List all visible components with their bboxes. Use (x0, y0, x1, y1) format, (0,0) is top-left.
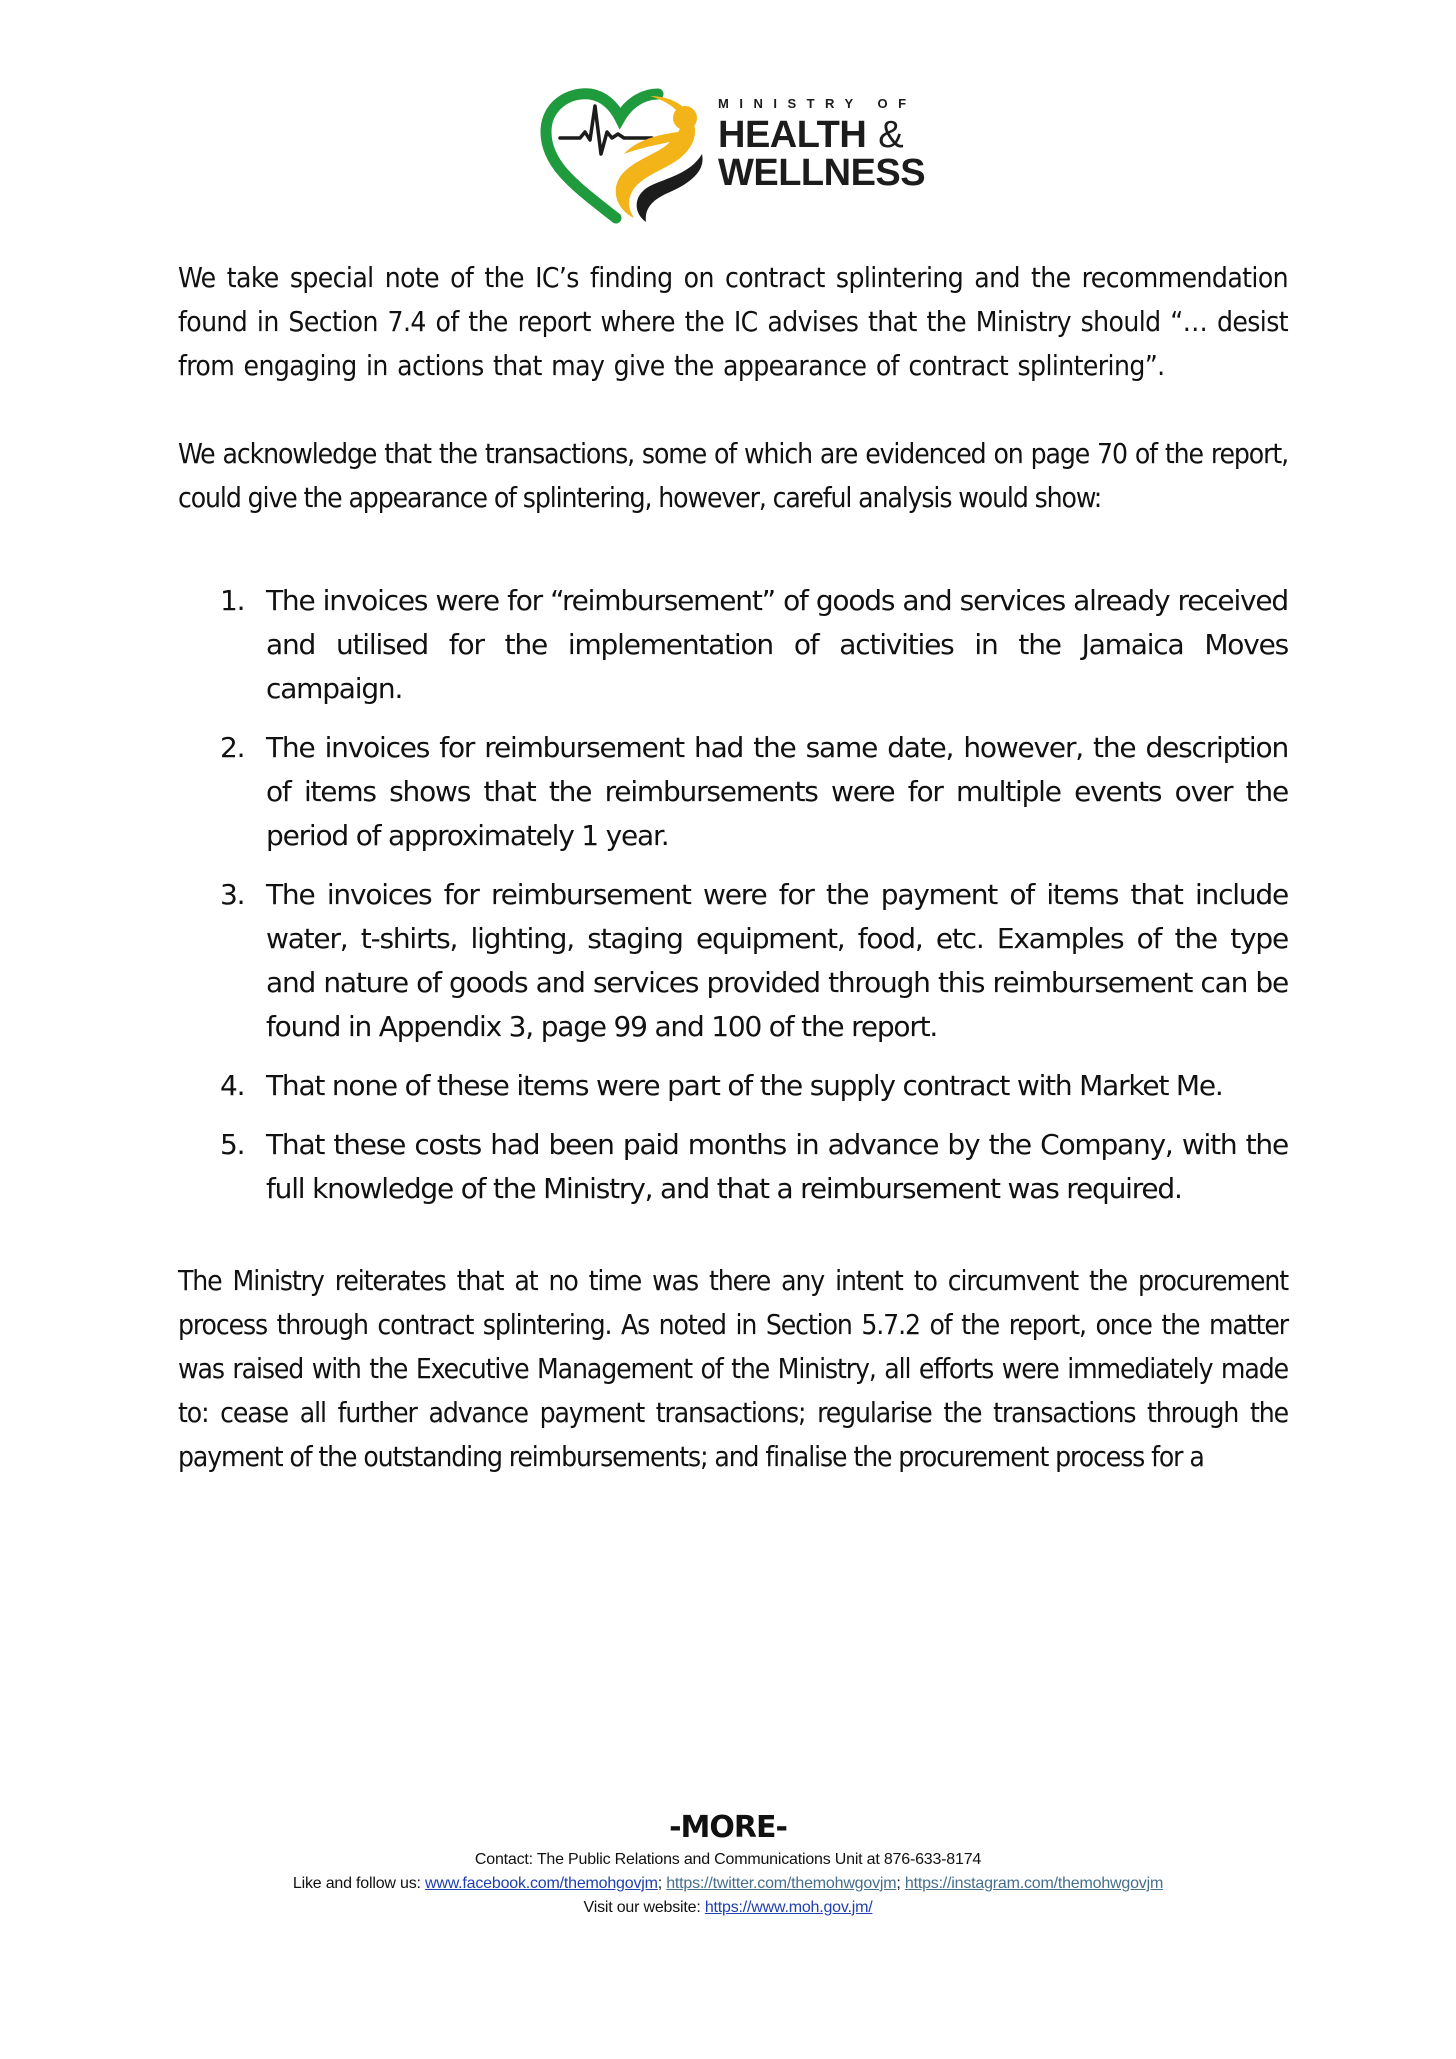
more-marker: -MORE- (669, 1810, 787, 1845)
document-body (178, 256, 1288, 1479)
social-links-line (0, 1872, 1456, 1896)
press-release-footer (0, 1808, 1456, 1920)
list-item-text: The invoices for reimbursement were for the payment of items that include water, t-shirts, lighting, staging equipment, food, etc. Examples of the type and nature of goods and services provided through this reimbursement can be found in Appendix 3, page 99 and 100 of the report. (266, 878, 1288, 1043)
separator: ; (657, 1875, 667, 1892)
website-prefix: Visit our website: (583, 1899, 705, 1916)
facebook-link[interactable]: www.facebook.com/themohgovjm (425, 1875, 658, 1892)
list-item-number: 4. (220, 1069, 245, 1102)
analysis-list (178, 579, 1288, 1211)
list-item (178, 579, 1288, 711)
logo-wellness: WELLNESS (718, 152, 926, 194)
list-item (178, 873, 1288, 1049)
list-item-number: 1. (220, 584, 245, 617)
logo-ministry-of: MINISTRY OF (718, 96, 917, 111)
twitter-link[interactable]: https://twitter.com/themohwgovjm (666, 1875, 897, 1892)
follow-prefix: Like and follow us: (292, 1875, 425, 1892)
list-item-text: That none of these items were part of the supply contract with Market Me. (266, 1069, 1223, 1102)
list-item (178, 726, 1288, 858)
list-item-text: That these costs had been paid months in advance by the Company, with the full knowledge of the Ministry, and that a reimbursement was required. (266, 1128, 1288, 1205)
ministry-logo (538, 88, 938, 224)
website-link[interactable]: https://www.moh.gov.jm/ (704, 1899, 873, 1916)
contact-line: Contact: The Public Relations and Communications Unit at 876-633-8174 (474, 1851, 982, 1868)
list-item-text: The invoices for reimbursement had the same date, however, the description of items shows that the reimbursements were for multiple events over the period of approximately 1 year. (266, 731, 1288, 852)
paragraph-ministry-reiterates: The Ministry reiterates that at no time was there any intent to circumvent the procurement process through contract splintering. As noted in Section 5.7.2 of the report, once the matter was raised with the Executive Management of the Ministry, all efforts were immediately made to: cease all further advance payment transactions; regularise the transactions through the payment of the outstanding reimbursements; and finalise the procurement process for a (178, 1264, 1288, 1473)
list-item-text: The invoices were for “reimbursement” of goods and services already received and utilised for the implementation of activities in the Jamaica Moves campaign. (266, 584, 1288, 705)
logo-wordmark (718, 96, 948, 192)
paragraph-acknowledgement: We acknowledge that the transactions, some of which are evidenced on page 70 of the report, could give the appearance of splintering, however, careful analysis would show: (178, 437, 1288, 514)
list-item-number: 3. (220, 878, 245, 911)
instagram-link[interactable]: https://instagram.com/themohwgovjm (904, 1875, 1164, 1892)
logo-health-word: HEALTH (718, 114, 867, 156)
list-item-number: 2. (220, 731, 245, 764)
separator: ; (896, 1875, 905, 1892)
list-item (178, 1064, 1288, 1108)
logo-ampersand: & (878, 114, 904, 156)
heart-heartbeat-logo-icon (538, 88, 708, 224)
paragraph-contract-splintering-note: We take special note of the IC’s finding on contract splintering and the recommendation found in Section 7.4 of the report where the IC advises that the Ministry should “… desist from engaging in actions that may give the appearance of contract splintering”. (178, 261, 1288, 382)
list-item-number: 5. (220, 1128, 245, 1161)
website-line (0, 1896, 1456, 1920)
list-item (178, 1123, 1288, 1211)
logo-health (718, 116, 948, 154)
